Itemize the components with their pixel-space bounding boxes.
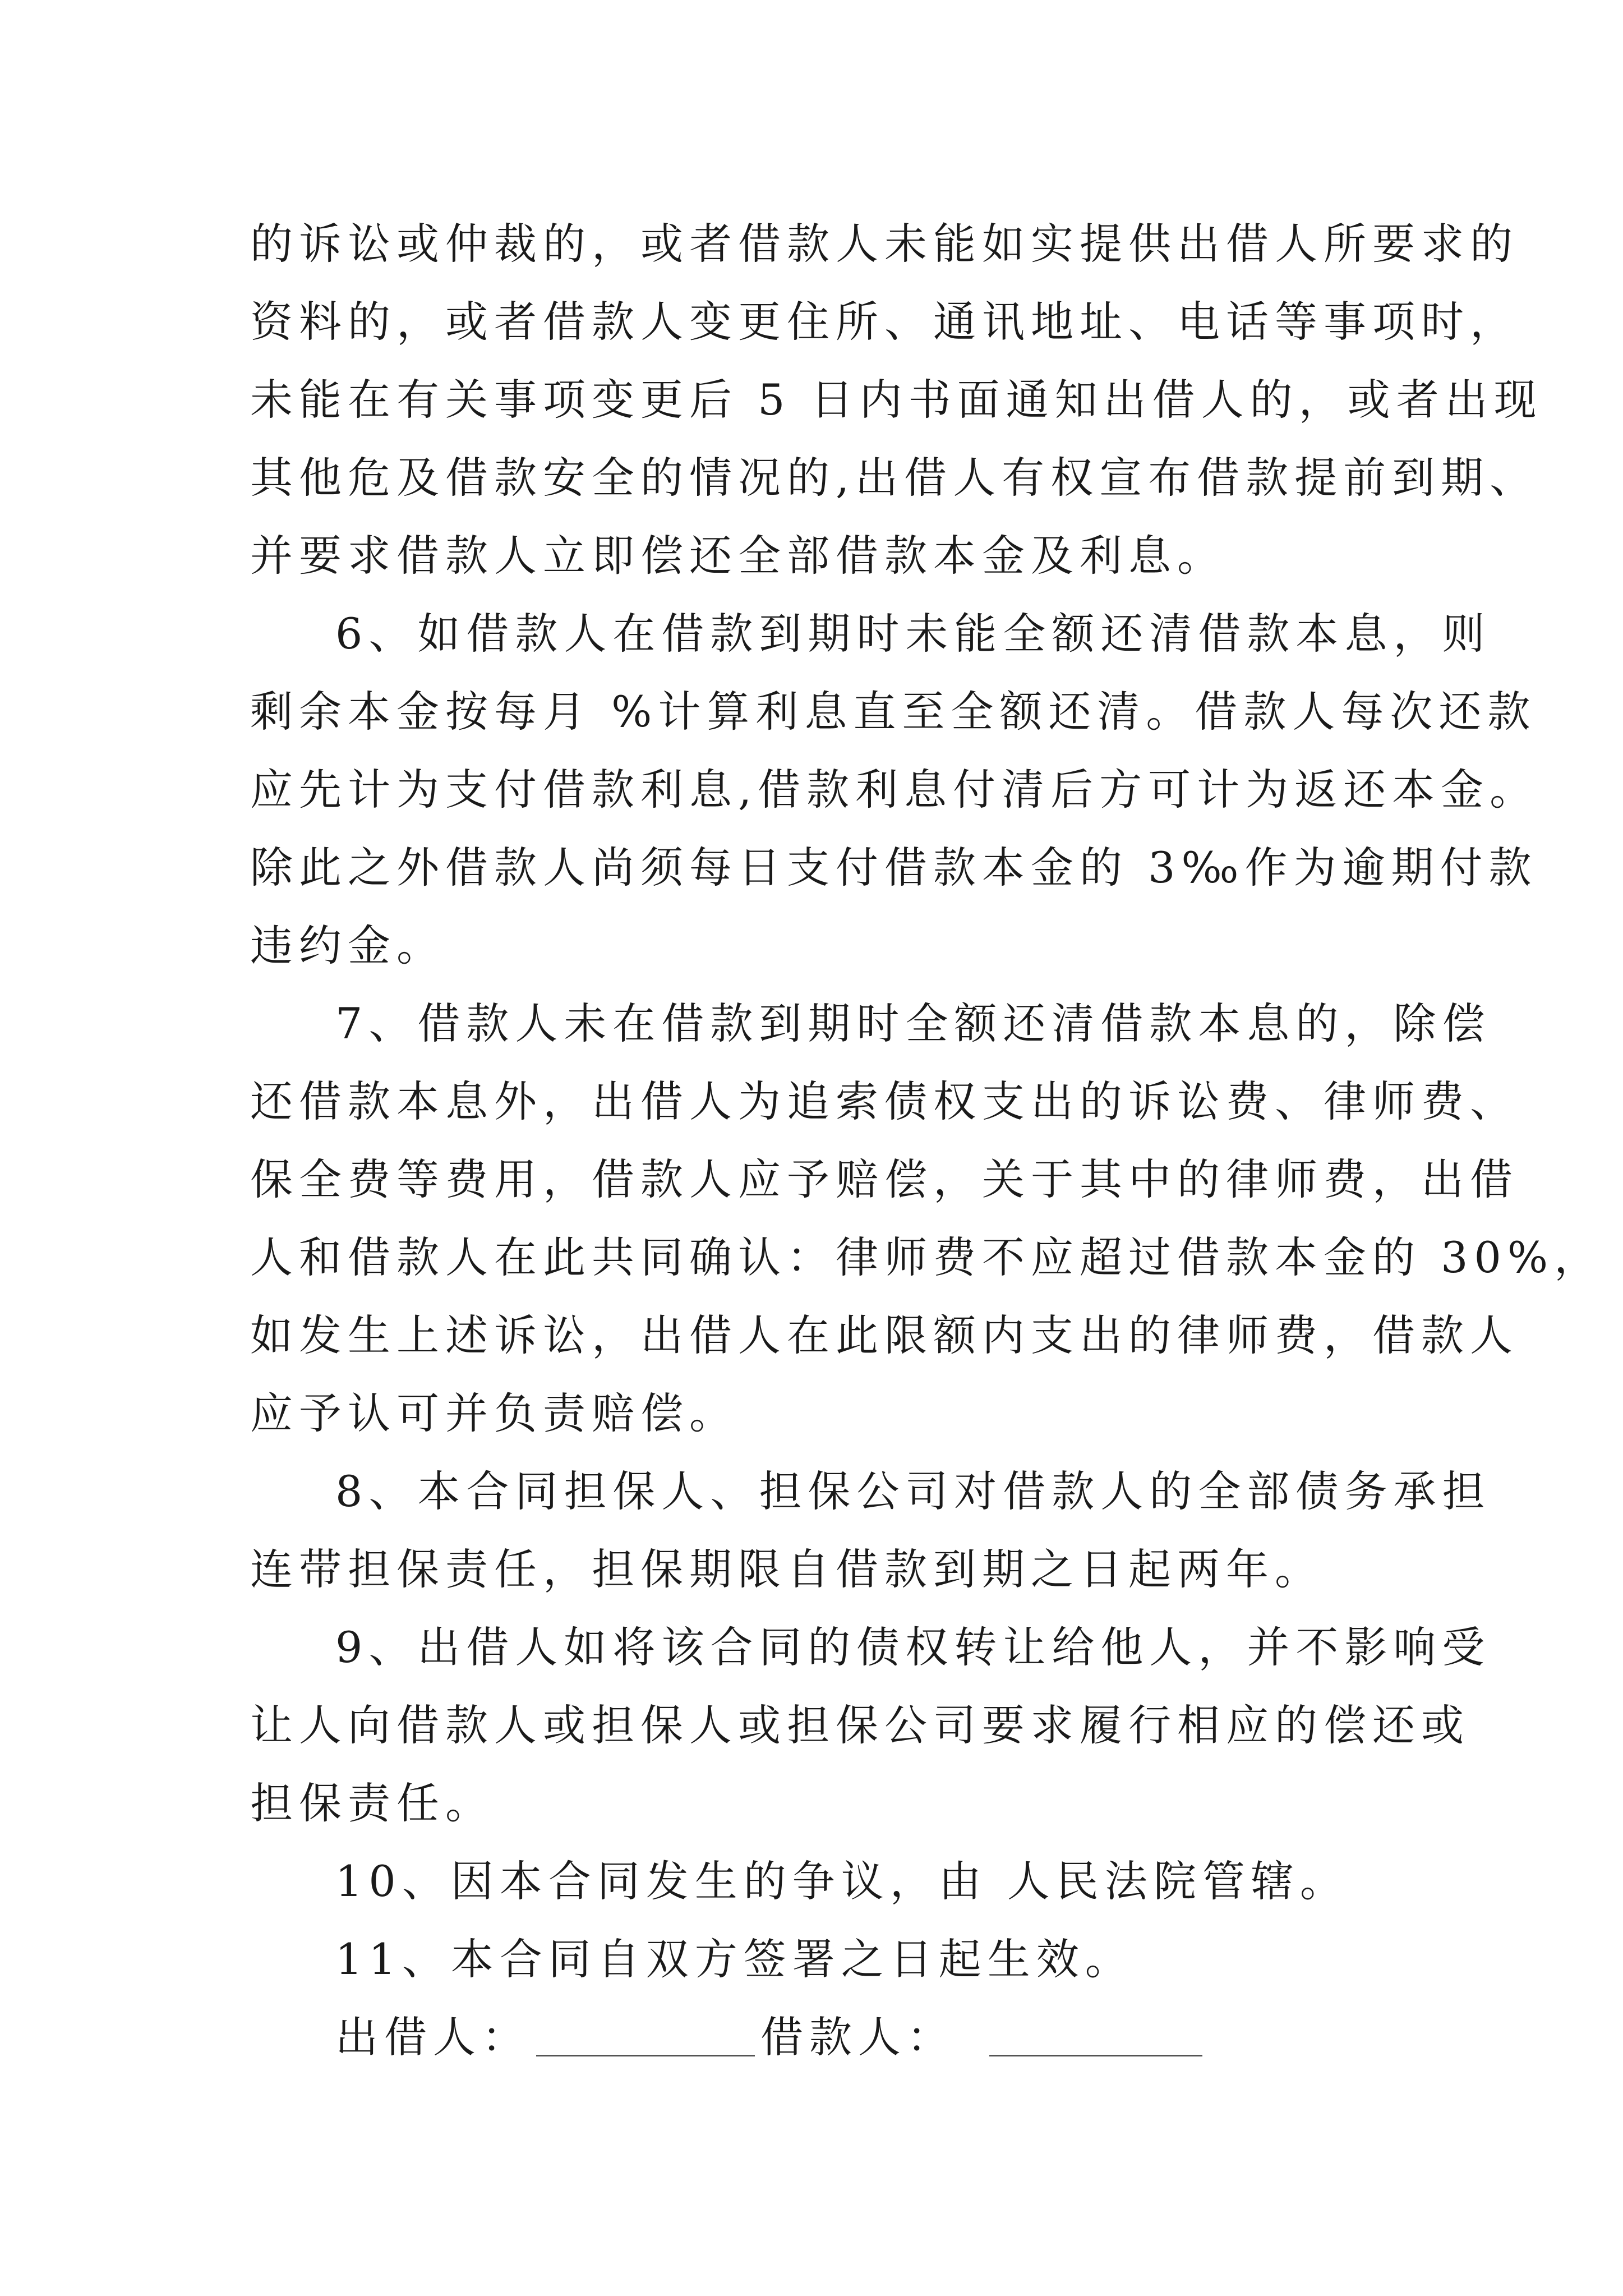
clause-9-line: 9、出借人如将该合同的债权转让给他人，并不影响受 [335,1622,1491,1672]
paragraph-line: 人和借款人在此共同确认：律师费不应超过借款本金的 30%， [250,1232,1603,1282]
paragraph-line: 应予认可并负责赔偿。 [250,1388,738,1438]
contract-body [250,205,1603,2076]
paragraph-line: 担保责任。 [250,1778,494,1828]
clause-6-line: 6、如借款人在借款到期时未能全额还清借款本息，则 [335,609,1491,659]
signature-row [250,1998,1389,2076]
paragraph-line: 资料的，或者借款人变更住所、通讯地址、电话等事项时， [250,297,1519,347]
paragraph-line: 违约金。 [250,921,445,970]
clause-8-line: 8、本合同担保人、担保公司对借款人的全部债务承担 [335,1466,1491,1516]
paragraph-line: 其他危及借款安全的情况的,出借人有权宣布借款提前到期、 [250,453,1539,503]
paragraph-line: 剩余本金按每月 %计算利息直至全额还清。借款人每次还款 [250,687,1537,737]
paragraph-line: 未能在有关事项变更后 5 日内书面通知出借人的，或者出现 [250,375,1543,425]
paragraph-line: 还借款本息外，出借人为追索债权支出的诉讼费、律师费、 [250,1076,1519,1126]
lender-signature-blank [536,2012,755,2056]
paragraph-line: 并要求借款人立即偿还全部借款本金及利息。 [250,531,1226,581]
borrower-label: 借款人： [760,2012,956,2062]
clause-10-line: 10、因本合同发生的争议，由 人民法院管辖。 [335,1856,1349,1906]
paragraph-line: 的诉讼或仲裁的，或者借款人未能如实提供出借人所要求的 [250,219,1519,269]
paragraph-line: 应先计为支付借款利息,借款利息付清后方可计为返还本金。 [250,765,1539,815]
lender-label: 出借人： [335,2012,531,2062]
paragraph-line: 让人向借款人或担保人或担保公司要求履行相应的偿还或 [250,1700,1470,1750]
clause-7-line: 7、借款人未在借款到期时全额还清借款本息的，除偿 [335,999,1491,1048]
borrower-signature-blank [989,2012,1202,2056]
paragraph-line: 除此之外借款人尚须每日支付借款本金的 3‰作为逾期付款 [250,843,1538,892]
paragraph-line: 保全费等费用，借款人应予赔偿，关于其中的律师费，出借 [250,1154,1519,1204]
paragraph-line: 连带担保责任，担保期限自借款到期之日起两年。 [250,1544,1324,1594]
clause-11-line: 11、本合同自双方签署之日起生效。 [335,1934,1134,1984]
paragraph-line: 如发生上述诉讼，出借人在此限额内支出的律师费，借款人 [250,1310,1519,1360]
